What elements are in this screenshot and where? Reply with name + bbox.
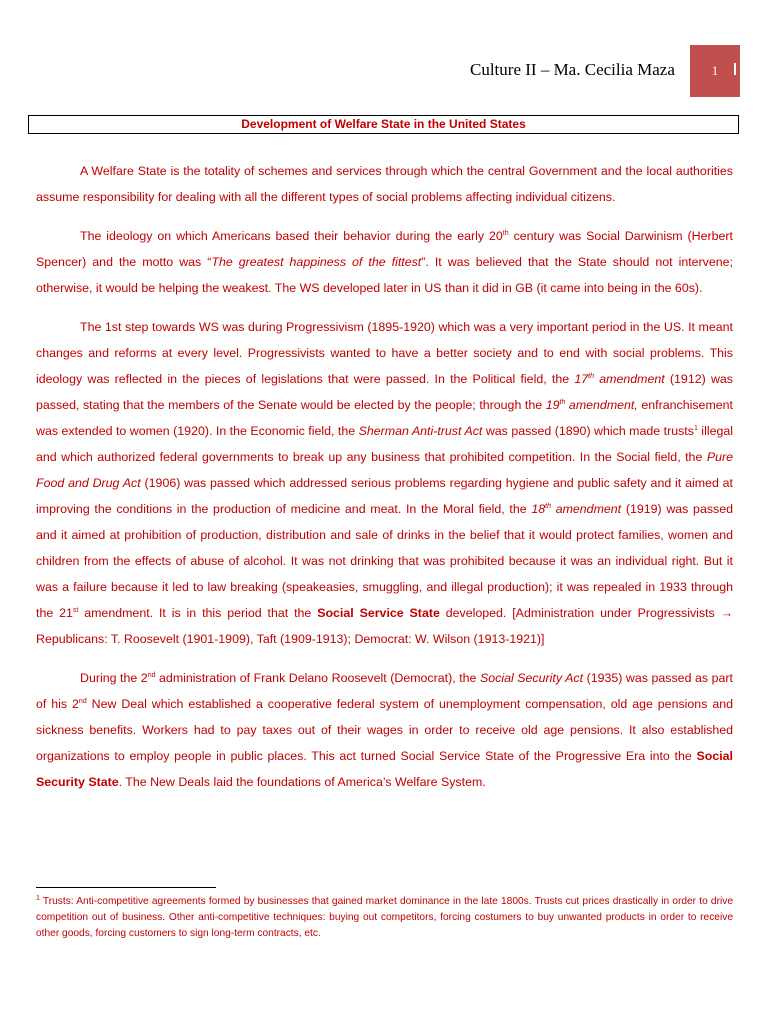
footnote-reference: 1 [693,425,698,432]
amendment-17 [574,372,664,386]
document-body [36,158,733,808]
text: enfranchisement was extended to women (1920). In the Economic field, the [36,398,733,438]
text: amendment [551,502,622,516]
paragraph-2 [36,223,733,301]
sherman-act: Sherman Anti-trust Act [358,424,483,438]
text: illegal and which authorized federal governments to break up any business that prohibited competition. In the Social field, the [36,424,733,464]
page-number-badge: 1 [690,45,740,97]
paragraph-1: A Welfare State is the totality of schemes and services through which the central Government and the local authorities assume responsibility for dealing with all the different types of social problems affecting individual citizens. [36,164,733,204]
document-title: Development of Welfare State in the United States [28,115,739,134]
text: administration of Frank Delano Roosevelt (Democrat), the [155,671,480,685]
text: century was Social Darwinism (Herbert Spencer) and the motto was “ [36,229,733,269]
amendment-19 [546,398,638,412]
text: (1912) was passed, stating that the members of the Senate would be elected by the people; through the [36,372,733,412]
text: The 1st step towards WS was during Progressivism (1895-1920) which was a very important period in the US. It meant changes and reforms at every level. Progressivists wanted to have a better society and to end with social problems. This ideology was reflected in the pieces of legislations that were passed. In the Political field, the [36,320,733,386]
pure-food-act: Pure Food and Drug Act [36,450,733,490]
superscript: nd [78,698,87,705]
social-security-act: Social Security Act [479,671,584,685]
superscript: st [72,607,79,614]
text: amendment [594,372,665,386]
text: 19 [545,398,560,412]
footnote-divider [36,887,216,888]
footnote-marker: 1 [36,895,40,902]
footnote [36,894,733,942]
text: (1935) was passed as part of his 2 [36,671,733,711]
text: 17 [574,372,589,386]
text: was passed (1890) which made trusts [482,424,694,438]
superscript: th [502,230,509,237]
text: During the 2 [80,671,148,685]
social-security-state: Social Security State [36,749,733,789]
paragraph-3 [36,314,733,652]
text: (1919) was passed and it aimed at prohibition of production, distribution and sale of drinks in the belief that it would protect families, women and children from the effects of abuse of alcohol. It was not drinking that was prohibited because it was an individual right. But it was a failure because it led to law breaking (speakeasies, smuggling, and illegal production); it was repealed in 1933 through the 21 [36,502,734,620]
text: The ideology on which Americans based their behavior during the early 20 [80,229,503,243]
amendment-18 [531,502,621,516]
text: New Deal which established a cooperative federal system of unemployment compensation, old age pensions and sickness benefits. Workers had to pay taxes out of their wages in order to receive old age pensions. It also established organizations to employ people in public places. This act turned Social Service State of the Progressive Era into the [36,697,733,763]
superscript: th [545,503,551,510]
motto-italic: The greatest happiness of the fittest [211,255,422,269]
social-service-state: Social Service State [317,606,440,620]
text: (1906) was passed which addressed serious problems regarding hygiene and public safety and it aimed at improving the conditions in the production of medicine and meat. In the Moral field, the [36,476,733,516]
text: amendment, [565,398,638,412]
paragraph-4 [36,665,733,795]
header-title: Culture II – Ma. Cecilia Maza [470,60,675,79]
text: ”. It was believed that the State should not intervene; otherwise, it would be helping the weakest. The WS developed later in US than it did in GB (it came into being in the 60s). [36,255,733,295]
text: Republicans: T. Roosevelt (1901-1909), Taft (1909-1913); Democrat: W. Wilson (1913-1921)] [36,632,545,646]
text: . The New Deals laid the foundations of America’s Welfare System. [118,775,486,789]
footnote-text: Trusts: Anti-competitive agreements formed by businesses that gained market dominance in the late 1800s. Trusts cut prices drastically in order to drive competition out of business. Other anti-competitive techniques: buying out competitors, forcing costumers to buy unwanted products in order to receive other goods, forcing customers to sign long-term contracts, etc. [36,896,733,939]
superscript: th [588,373,594,380]
text: amendment. It is in this period that the [78,606,318,620]
text: developed. [Administration under Progressivists [439,606,721,620]
superscript: nd [147,672,156,679]
arrow-right-icon: → [720,606,734,620]
text: 18 [531,502,546,516]
superscript: th [559,399,566,406]
